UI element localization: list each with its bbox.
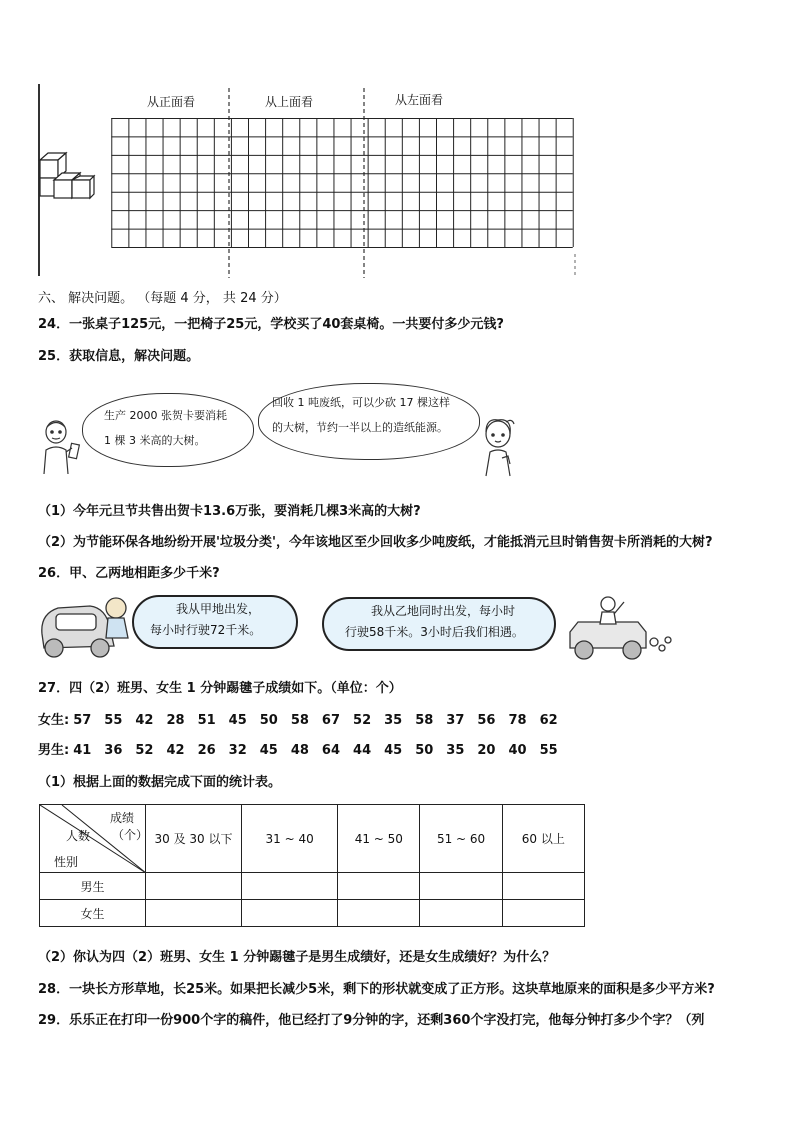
- girls-label: 女生:: [38, 713, 70, 728]
- girls-scores: 57 55 42 28 51 45 50 58 67 52 35 58 37 56 78 62: [73, 713, 558, 728]
- cloud-left-text: [150, 599, 261, 641]
- question-29: [38, 1009, 704, 1028]
- q24-text: 一张桌子125元，一把椅子25元，学校买了40套桌椅。一共要付多少元钱?: [69, 317, 504, 332]
- bubble-left-line-1: 生产 2000 张贺卡要消耗: [104, 409, 227, 422]
- q26-number: 26．: [38, 566, 70, 581]
- table-row: [40, 900, 585, 927]
- bubble-right-line-2: 的大树，节约一半以上的造纸能源。: [272, 421, 448, 434]
- q26-text: 甲、乙两地相距多少千米?: [69, 566, 220, 581]
- cloud-left-line-1: 我从甲地出发，: [176, 602, 261, 616]
- col-header-3: 41 ~ 50: [338, 805, 420, 873]
- question-26: [38, 562, 220, 581]
- drawing-grid[interactable]: [110, 118, 575, 248]
- q27-sub-2: （2）你认为四（2）班男、女生 1 分钟踢毽子是男生成绩好，还是女生成绩好？为什么？: [38, 950, 556, 965]
- row-label-girls: 女生: [40, 900, 146, 927]
- q29-number: 29．: [38, 1013, 70, 1028]
- q28-number: 28．: [38, 982, 70, 997]
- q27-sub-1: （1）根据上面的数据完成下面的统计表。: [38, 775, 282, 790]
- q25-number: 25．: [38, 349, 70, 364]
- answer-cell[interactable]: [420, 900, 502, 927]
- question-27: [38, 677, 402, 696]
- statistics-table: [39, 804, 585, 927]
- answer-cell[interactable]: [242, 900, 338, 927]
- top-view-label: 从上面看: [265, 95, 314, 109]
- question-25: [38, 345, 199, 364]
- header-score: 成绩: [110, 811, 135, 825]
- answer-cell[interactable]: [502, 873, 584, 900]
- q27-text: 四（2）班男、女生 1 分钟踢毽子成绩如下。（单位：个）: [69, 681, 402, 696]
- girl-illustration: [478, 416, 522, 480]
- answer-cell[interactable]: [242, 873, 338, 900]
- bubble-left-line-2: 1 棵 3 米高的大树。: [104, 434, 206, 447]
- girls-scores-line: [38, 709, 558, 728]
- cloud-right-line-2: 行驶58千米。3小时后我们相遇。: [345, 625, 524, 639]
- col-header-4: 51 ~ 60: [420, 805, 502, 873]
- man-illustration: [36, 418, 86, 478]
- section-6-title: 六、 解决问题。 （每题 4 分， 共 24 分）: [38, 291, 287, 306]
- car-left-illustration: [34, 594, 134, 662]
- left-view-label: 从左面看: [395, 93, 444, 107]
- boys-scores-line: [38, 739, 558, 758]
- cloud-left-line-2: 每小时行驶72千米。: [150, 623, 262, 637]
- answer-cell[interactable]: [145, 873, 241, 900]
- answer-cell[interactable]: [420, 873, 502, 900]
- q25-text: 获取信息，解决问题。: [69, 349, 200, 364]
- header-gender: 性别: [54, 855, 79, 869]
- header-unit: （个）: [112, 828, 149, 842]
- car-right-illustration: [564, 592, 674, 664]
- cloud-right-text: [345, 601, 524, 643]
- question-24: [38, 313, 504, 332]
- q25-sub-1: （1）今年元旦节共售出贺卡13.6万张，要消耗几棵3米高的大树?: [38, 504, 421, 519]
- answer-cell[interactable]: [338, 900, 420, 927]
- table-header-row: [40, 805, 585, 873]
- answer-cell[interactable]: [502, 900, 584, 927]
- col-header-2: 31 ~ 40: [242, 805, 338, 873]
- answer-cell[interactable]: [338, 873, 420, 900]
- answer-cell[interactable]: [145, 900, 241, 927]
- bubble-right-text: [272, 390, 450, 440]
- boys-scores: 41 36 52 42 26 32 45 48 64 44 45 50 35 20 40 55: [73, 743, 558, 758]
- question-28: [38, 978, 715, 997]
- table-corner-cell: [40, 805, 149, 873]
- q29-text: 乐乐正在打印一份900个字的稿件，他已经打了9分钟的字，还剩360个字没打完，他每分钟打多少个字？（列: [69, 1013, 705, 1028]
- bubble-left-text: [104, 403, 227, 453]
- cube-figure: [36, 150, 98, 214]
- boys-label: 男生:: [38, 743, 70, 758]
- q25-sub-2: （2）为节能环保各地纷纷开展'垃圾分类'，今年该地区至少回收多少吨废纸，才能抵消元旦时销售贺卡所消耗的大树?: [38, 535, 713, 550]
- q28-text: 一块长方形草地，长25米。如果把长减少5米，剩下的形状就变成了正方形。这块草地原来的面积是多少平方米?: [69, 982, 715, 997]
- col-header-5: 60 以上: [502, 805, 584, 873]
- row-label-boys: 男生: [40, 873, 146, 900]
- front-view-label: 从正面看: [147, 95, 196, 109]
- bubble-right-line-1: 回收 1 吨废纸，可以少砍 17 棵这样: [272, 396, 450, 409]
- header-people: 人数: [66, 829, 91, 843]
- table-row: [40, 873, 585, 900]
- q24-number: 24．: [38, 317, 70, 332]
- cloud-right-line-1: 我从乙地同时出发，每小时: [371, 604, 516, 618]
- col-header-1: 30 及 30 以下: [145, 805, 241, 873]
- q27-number: 27．: [38, 681, 70, 696]
